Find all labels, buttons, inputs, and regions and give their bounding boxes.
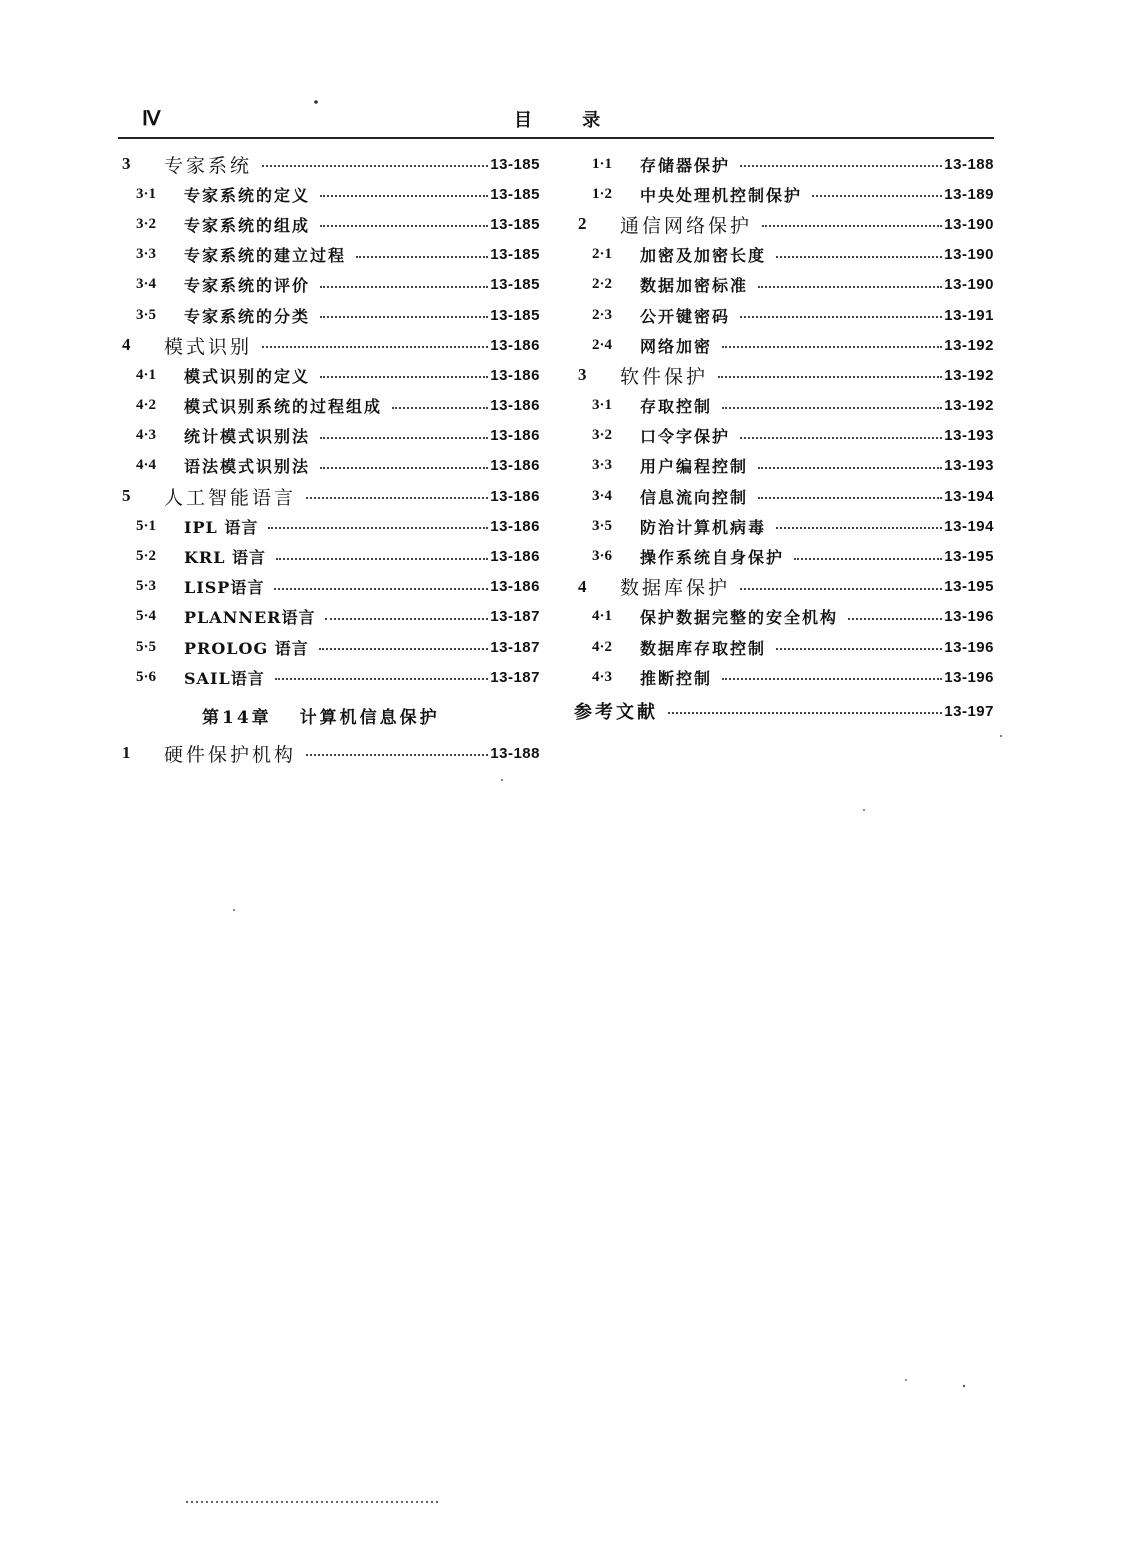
dot-leader	[320, 437, 488, 439]
toc-entry-page: 13-192	[944, 366, 994, 384]
dot-leader	[758, 467, 942, 469]
toc-entry-title: 硬件保护机构	[164, 743, 297, 766]
toc-entry[interactable]	[118, 209, 540, 239]
toc-entry-page: 13-191	[944, 306, 994, 324]
toc-entry[interactable]	[118, 179, 540, 209]
dot-leader	[274, 588, 488, 590]
toc-entry-title: 保护数据完整的安全机构	[640, 608, 839, 628]
dot-leader	[262, 165, 488, 167]
dot-leader	[319, 648, 489, 650]
dot-leader	[268, 527, 488, 529]
chapter-label: 第14章	[202, 707, 272, 728]
toc-entry[interactable]	[118, 572, 540, 602]
toc-entry-page: 13-186	[490, 336, 540, 354]
toc-entry-title: 数据库保护	[620, 577, 731, 600]
toc-entry[interactable]	[118, 541, 540, 571]
toc-entry[interactable]	[574, 360, 994, 390]
toc-entry[interactable]	[118, 481, 540, 511]
dot-leader	[275, 678, 489, 680]
toc-entry-page: 13-185	[490, 306, 540, 324]
toc-entry-number: 4·3	[136, 427, 157, 444]
toc-entry[interactable]	[118, 330, 540, 360]
toc-entry-title: PLANNER语言	[184, 608, 316, 628]
toc-entry[interactable]	[574, 602, 994, 632]
page-title: 目 录	[514, 110, 623, 131]
toc-entry-number: 4·4	[136, 457, 157, 474]
chapter-title: 计算机信息保护	[299, 707, 440, 728]
toc-entry-number: 1	[122, 743, 131, 763]
toc-entry-number: 2·4	[592, 336, 613, 353]
toc-entry-number: 5·4	[136, 608, 157, 625]
toc-entry-title: PROLOG 语言	[184, 638, 309, 658]
toc-entry-page: 13-194	[944, 517, 994, 535]
toc-entry-title: 专家系统的建立过程	[184, 246, 347, 266]
toc-entry-number: 5·3	[136, 578, 157, 595]
toc-entry[interactable]	[118, 240, 540, 270]
toc-entry-title: 信息流向控制	[640, 487, 749, 507]
toc-entry[interactable]	[574, 179, 994, 209]
dot-leader	[356, 256, 488, 258]
toc-entry[interactable]	[118, 662, 540, 692]
toc-entry-number: 2·3	[592, 306, 613, 323]
toc-entry[interactable]	[574, 209, 994, 239]
dot-leader	[276, 558, 488, 560]
dot-leader	[325, 618, 488, 620]
toc-entry-number: 3·2	[592, 427, 613, 444]
toc-entry[interactable]	[574, 632, 994, 662]
dot-leader	[320, 376, 488, 378]
dot-leader	[392, 407, 488, 409]
toc-entry[interactable]	[118, 391, 540, 421]
toc-entry-page: 13-187	[490, 608, 540, 626]
toc-entry[interactable]	[574, 481, 994, 511]
dot-leader	[740, 588, 942, 590]
dot-leader	[306, 497, 488, 499]
dot-leader	[740, 165, 942, 167]
toc-entry[interactable]	[574, 421, 994, 451]
toc-entry-number: 3·4	[136, 276, 157, 293]
toc-entry-number: 3·6	[592, 548, 613, 565]
toc-entry-page: 13-185	[490, 276, 540, 294]
toc-entry[interactable]	[118, 451, 540, 481]
toc-entry-title: 存储器保护	[640, 155, 731, 175]
toc-entry-page: 13-190	[944, 276, 994, 294]
toc-entry-number: 4	[122, 335, 131, 355]
toc-entry-number: 3	[578, 365, 587, 385]
toc-entry-title: 中央处理机控制保护	[640, 185, 803, 205]
toc-entry-title: 加密及加密长度	[640, 246, 767, 266]
toc-entry[interactable]	[574, 240, 994, 270]
toc-entry[interactable]	[574, 330, 994, 360]
toc-entry-page: 13-188	[490, 744, 540, 762]
dot-leader	[320, 316, 488, 318]
toc-entry[interactable]	[118, 738, 540, 768]
dot-leader	[722, 346, 942, 348]
toc-entry-page: 13-196	[944, 668, 994, 686]
toc-entry-page: 13-186	[490, 517, 540, 535]
toc-entry-title: 防治计算机病毒	[640, 517, 767, 537]
toc-entry-number: 1·1	[592, 155, 613, 172]
toc-entry-number: 4·3	[592, 668, 613, 685]
dot-leader	[848, 618, 942, 620]
toc-entry-page: 13-195	[944, 578, 994, 596]
toc-entry-page: 13-192	[944, 336, 994, 354]
toc-entry[interactable]	[118, 632, 540, 662]
toc-entry[interactable]	[574, 511, 994, 541]
toc-entry-number: 3·5	[592, 517, 613, 534]
toc-entry-page: 13-196	[944, 638, 994, 656]
dot-leader	[758, 286, 942, 288]
toc-entry-title: 推断控制	[640, 668, 713, 688]
toc-entry-number: 4·2	[136, 397, 157, 414]
toc-entry-number: 3·4	[592, 487, 613, 504]
toc-entry-page: 13-190	[944, 246, 994, 264]
page-header	[118, 104, 994, 134]
toc-entry[interactable]	[574, 451, 994, 481]
toc-left-entries-after	[118, 738, 540, 768]
toc-entry-title: 用户编程控制	[640, 457, 749, 477]
toc-entry-page: 13-193	[944, 457, 994, 475]
toc-entry-title: 存取控制	[640, 397, 713, 417]
dot-leader	[262, 346, 488, 348]
toc-entry-number: 5·1	[136, 517, 157, 534]
toc-entry-title: 口令字保护	[640, 427, 731, 447]
toc-entry-page: 13-186	[490, 487, 540, 505]
toc-entry-page: 13-186	[490, 578, 540, 596]
toc-entry-title: LISP语言	[184, 578, 265, 598]
toc-entry-number: 4·1	[136, 366, 157, 383]
toc-entry[interactable]	[118, 149, 540, 179]
toc-entry-number: 3	[122, 154, 131, 174]
toc-entry-number: 5·2	[136, 548, 157, 565]
dot-leader	[722, 407, 942, 409]
toc-entry-title: 模式识别的定义	[184, 366, 311, 386]
toc-entry[interactable]	[118, 511, 540, 541]
toc-entry-title: 通信网络保护	[620, 214, 753, 237]
dot-leader	[776, 527, 942, 529]
toc-entry-number: 2·1	[592, 246, 613, 263]
toc-entry-title: 语法模式识别法	[184, 457, 311, 477]
toc-entry-title: 模式识别	[164, 335, 253, 358]
toc-entry-page: 13-185	[490, 215, 540, 233]
toc-entry[interactable]	[118, 270, 540, 300]
dot-leader	[668, 712, 942, 714]
dot-leader	[320, 225, 488, 227]
toc-entry-page: 13-189	[944, 185, 994, 203]
toc-entry-page: 13-196	[944, 608, 994, 626]
toc-entry-page: 13-197	[944, 702, 994, 720]
toc-entry-page: 13-186	[490, 366, 540, 384]
toc-entry-page: 13-190	[944, 215, 994, 233]
toc-entry-title: 模式识别系统的过程组成	[184, 397, 383, 417]
toc-entry-number: 5·5	[136, 638, 157, 655]
page-number: Ⅳ	[142, 108, 161, 130]
dot-leader	[320, 286, 488, 288]
toc-entry-title: 专家系统的评价	[184, 276, 311, 296]
toc-entry[interactable]	[574, 572, 994, 602]
toc-entry-number: 2·2	[592, 276, 613, 293]
header-rule	[118, 137, 994, 139]
toc-entry-page: 13-188	[944, 155, 994, 173]
toc-entry-page: 13-185	[490, 155, 540, 173]
toc-entry[interactable]	[574, 391, 994, 421]
toc-entry-number: 3·5	[136, 306, 157, 323]
toc-entry-title: 统计模式识别法	[184, 427, 311, 447]
toc-entry-title: SAIL语言	[184, 668, 265, 688]
toc-entry-page: 13-185	[490, 185, 540, 203]
toc-entry-references[interactable]	[574, 696, 994, 726]
toc-entry-page: 13-185	[490, 246, 540, 264]
toc-left-column	[118, 149, 540, 769]
toc-entry-title: 专家系统	[164, 154, 253, 177]
toc-entry-number: 4·2	[592, 638, 613, 655]
toc-entry-number: 2	[578, 214, 587, 234]
toc-right-entries	[574, 149, 994, 692]
toc-entry-title: 数据加密标准	[640, 276, 749, 296]
toc-entry-title: 数据库存取控制	[640, 638, 767, 658]
toc-entry-page: 13-187	[490, 638, 540, 656]
toc-entry-number: 3·1	[592, 397, 613, 414]
dot-leader	[722, 678, 942, 680]
dot-leader	[718, 376, 942, 378]
dot-leader	[740, 316, 942, 318]
toc-entry-title: 网络加密	[640, 336, 713, 356]
toc-entry[interactable]	[574, 662, 994, 692]
dot-leader	[794, 558, 942, 560]
toc-entry-title: 专家系统的分类	[184, 306, 311, 326]
toc-entry-page: 13-186	[490, 457, 540, 475]
toc-entry-title: 专家系统的组成	[184, 215, 311, 235]
toc-entry[interactable]	[574, 270, 994, 300]
toc-entry-title: 人工智能语言	[164, 486, 297, 509]
dot-leader	[812, 195, 942, 197]
dot-leader	[776, 256, 942, 258]
toc-entry-page: 13-187	[490, 668, 540, 686]
dot-leader	[320, 467, 488, 469]
toc-entry[interactable]	[574, 149, 994, 179]
toc-entry-number: 3·3	[136, 246, 157, 263]
toc-entry-title: 参考文献	[574, 702, 658, 724]
toc-entry[interactable]	[574, 300, 994, 330]
toc-entry-number: 3·2	[136, 215, 157, 232]
toc-entry-number: 1·2	[592, 185, 613, 202]
toc-entry-title: 软件保护	[620, 365, 709, 388]
toc-entry-title: 专家系统的定义	[184, 185, 311, 205]
toc-entry[interactable]	[118, 360, 540, 390]
toc-left-entries	[118, 149, 540, 692]
chapter-heading	[118, 692, 540, 738]
toc-entry-page: 13-186	[490, 397, 540, 415]
toc-entry[interactable]	[118, 602, 540, 632]
toc-entry-page: 13-194	[944, 487, 994, 505]
toc-entry-number: 5	[122, 486, 131, 506]
toc-entry-title: IPL 语言	[184, 517, 259, 537]
dot-leader	[320, 195, 488, 197]
toc-entry-title: KRL 语言	[184, 548, 267, 568]
toc-entry[interactable]	[118, 300, 540, 330]
toc-entry-number: 4	[578, 576, 587, 596]
toc-entry[interactable]	[118, 421, 540, 451]
toc-right-column	[574, 149, 994, 727]
toc-entry-title: 公开键密码	[640, 306, 731, 326]
dot-leader	[306, 754, 488, 756]
dot-leader	[776, 648, 942, 650]
toc-entry-page: 13-195	[944, 548, 994, 566]
toc-entry-page: 13-193	[944, 427, 994, 445]
toc-entry-page: 13-186	[490, 548, 540, 566]
toc-entry-number: 4·1	[592, 608, 613, 625]
toc-entry-number: 3·1	[136, 185, 157, 202]
dot-leader	[740, 437, 942, 439]
dot-leader	[758, 497, 942, 499]
toc-entry-title: 操作系统自身保护	[640, 548, 785, 568]
toc-entry-number: 3·3	[592, 457, 613, 474]
toc-entry-page: 13-186	[490, 427, 540, 445]
dot-leader	[762, 225, 942, 227]
toc-entry-number: 5·6	[136, 668, 157, 685]
toc-entry-page: 13-192	[944, 397, 994, 415]
toc-entry[interactable]	[574, 541, 994, 571]
